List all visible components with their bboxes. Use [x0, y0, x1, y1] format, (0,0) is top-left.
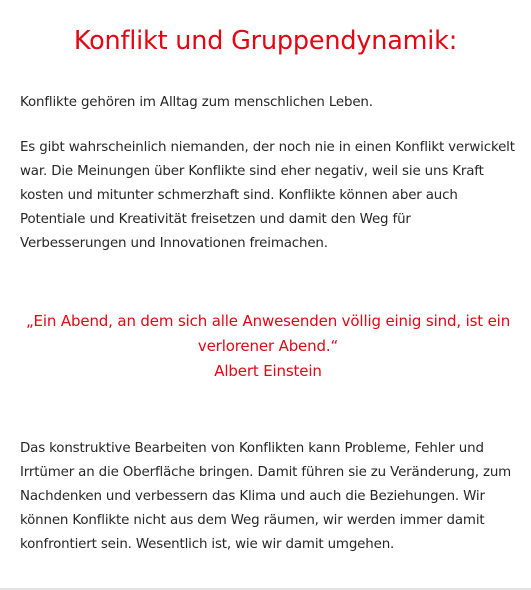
quote-text: „Ein Abend, an dem sich alle Anwesenden völlig einig sind, ist ein verlorener Abend.“	[25, 312, 511, 355]
quote-block	[20, 309, 516, 384]
quote-author: Albert Einstein	[214, 362, 322, 380]
body-paragraph-1: Es gibt wahrscheinlich niemanden, der noch nie in einen Konflikt verwickelt war. Die Meinungen über Konflikte sind eher negativ, weil sie uns Kraft kosten und mitunter schmerzhaft sind. Konflikte können aber auch Potentiale und Kreativität freisetzen und damit den Weg für Verbesserungen und Innovationen freimachen.	[20, 140, 515, 251]
page-title: Konflikt und Gruppendynamik:	[73, 26, 458, 56]
intro-paragraph: Konflikte gehören im Alltag zum menschlichen Leben.	[20, 95, 373, 110]
body-paragraph-2: Das konstruktive Bearbeiten von Konflikten kann Probleme, Fehler und Irrtümer an die Oberfläche bringen. Damit führen sie zu Veränderung, zum Nachdenken und verbessern das Klima und auch die Beziehungen. Wir können Konflikte nicht aus dem Weg räumen, wir werden immer damit konfrontiert sein. Wesentlich ist, wie wir damit umgehen.	[20, 441, 512, 552]
